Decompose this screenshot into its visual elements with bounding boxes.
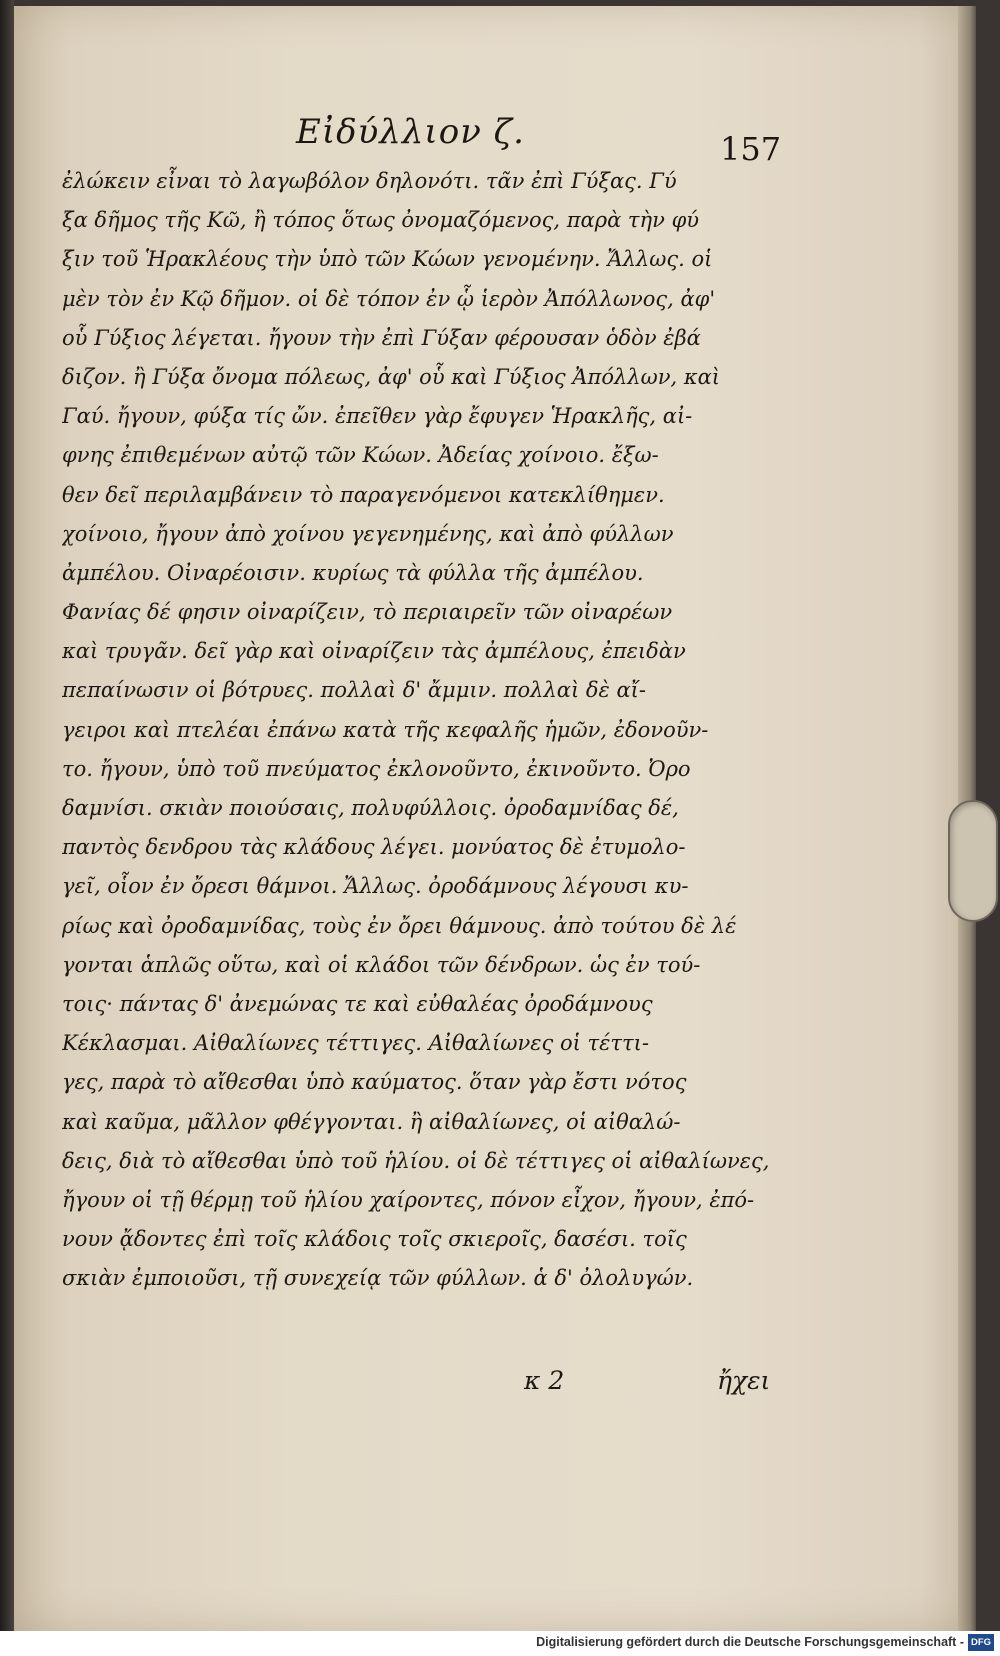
text-line: το. ἤγουν, ὑπὸ τοῦ πνεύματος ἐκλονοῦντο, ἐκινοῦντο. Ὀρο: [62, 756, 691, 781]
text-line: ἤγουν οἱ τῇ θέρμῃ τοῦ ἡλίου χαίροντες, πόνον εἶχον, ἤγουν, ἐπό-: [62, 1187, 755, 1212]
text-line: παντὸς δενδρου τὰς κλάδους λέγει. μονύατος δὲ ἐτυμολο-: [62, 835, 686, 860]
text-line: σκιὰν ἐμποιοῦσι, τῇ συνεχείᾳ τῶν φύλλων. ἁ δ' ὀλολυγών.: [62, 1266, 694, 1291]
text-line: καὶ καῦμα, μᾶλλον φθέγγονται. ἢ αἰθαλίωνες, οἱ αἰθαλώ-: [62, 1109, 681, 1134]
page-header: [64, 110, 784, 168]
text-line: θεν δεῖ περιλαμβάνειν τὸ παραγενόμενοι κατεκλίθημεν.: [62, 482, 665, 507]
text-line: καὶ τρυγᾶν. δεῖ γὰρ καὶ οἰναρίζειν τὰς ἀμπέλους, ἐπειδὰν: [62, 639, 686, 664]
text-line: γειροι καὶ πτελέαι ἐπάνω κατὰ τῆς κεφαλῆς ἡμῶν, ἐδονοῦν-: [62, 717, 709, 742]
text-line: δαμνίσι. σκιὰν ποιούσαις, πολυφύλλοις. ὀροδαμνίδας δέ,: [62, 796, 679, 820]
funding-note: Digitalisierung gefördert durch die Deutsche Forschungsgemeinschaft -: [536, 1635, 964, 1649]
running-head: Εἰδύλλιον ζ.: [296, 112, 525, 152]
digitization-footer: [0, 1631, 1000, 1656]
text-line: χοίνοιο, ἤγουν ἀπὸ χοίνου γεγενημένης, καὶ ἀπὸ φύλλων: [62, 521, 674, 546]
book-page: [14, 6, 976, 1631]
dfg-logo: DFG: [968, 1634, 994, 1651]
text-line: ξα δῆμος τῆς Κῶ, ἢ τόπος ὅτως ὀνομαζόμενος, παρὰ τὴν φύ: [62, 208, 700, 233]
page-number: 157: [720, 130, 782, 168]
text-line: πεπαίνωσιν οἱ βότρυες. πολλαὶ δ' ἄμμιν. πολλαὶ δὲ αἴ-: [62, 678, 646, 703]
text-line: ρίως καὶ ὀροδαμνίδας, τοὺς ἐν ὄρει θάμνους. ἀπὸ τούτου δὲ λέ: [62, 913, 737, 938]
text-line: γες, παρὰ τὸ αἴθεσθαι ὑπὸ καύματος. ὅταν γὰρ ἔστι νότος: [62, 1070, 687, 1095]
text-line: οὗ Γύξιος λέγεται. ἤγουν τὴν ἐπὶ Γύξαν φέρουσαν ὁδὸν ἐβά: [62, 325, 701, 350]
text-line: τοις· πάντας δ' ἀνεμώνας τε καὶ εὐθαλέας ὀροδάμνους: [62, 991, 653, 1016]
text-line: γονται ἁπλῶς οὕτω, καὶ οἱ κλάδοι τῶν δένδρων. ὡς ἐν τού-: [62, 952, 701, 977]
body-text: [62, 162, 797, 1298]
text-line: Γαύ. ἤγουν, φύξα τίς ὤν. ἐπεῖθεν γὰρ ἔφυγεν Ἡρακλῆς, αἰ-: [62, 404, 693, 429]
scan-edge-left: [0, 0, 14, 1656]
catchword: ἤχει: [717, 1366, 771, 1395]
text-line: δεις, διὰ τὸ αἴθεσθαι ὑπὸ τοῦ ἡλίου. οἱ δὲ τέττιγες οἱ αἰθαλίωνες,: [62, 1148, 770, 1173]
text-line: ξιν τοῦ Ἡρακλέους τὴν ὑπὸ τῶν Κώων γενομένην. Ἄλλως. οἱ: [62, 247, 713, 272]
signature-mark: κ 2: [524, 1366, 565, 1395]
page-footer: [62, 1366, 797, 1406]
text-line: Κέκλασμαι. Αἰθαλίωνες τέττιγες. Αἰθαλίωνες οἱ τέττι-: [62, 1031, 649, 1056]
book-clasp: [948, 800, 998, 922]
text-line: ἐλώκειν εἶναι τὸ λαγωβόλον δηλονότι. τᾶν ἐπὶ Γύξας. Γύ: [62, 169, 677, 193]
text-line: διζον. ἢ Γύξα ὄνομα πόλεως, ἀφ' οὗ καὶ Γύξιος Ἀπόλλων, καὶ: [62, 364, 721, 389]
text-line: Φανίας δέ φησιν οἰναρίζειν, τὸ περιαιρεῖν τῶν οἰναρέων: [62, 600, 673, 625]
text-line: ἀμπέλου. Οἰναρέοισιν. κυρίως τὰ φύλλα τῆς ἀμπέλου.: [62, 560, 644, 585]
text-line: μὲν τὸν ἐν Κῷ δῆμον. οἱ δὲ τόπον ἐν ᾧ ἱερὸν Ἀπόλλωνος, ἀφ': [62, 286, 716, 311]
text-line: φνης ἐπιθεμένων αὐτῷ τῶν Κώων. Ἀδείας χοίνοιο. ἔξω-: [62, 443, 659, 468]
text-line: γεῖ, οἷον ἐν ὄρεσι θάμνοι. Ἄλλως. ὀροδάμνους λέγουσι κυ-: [62, 874, 689, 899]
text-line: νουν ᾄδοντες ἐπὶ τοῖς κλάδοις τοῖς σκιεροῖς, δασέσι. τοῖς: [62, 1227, 687, 1252]
